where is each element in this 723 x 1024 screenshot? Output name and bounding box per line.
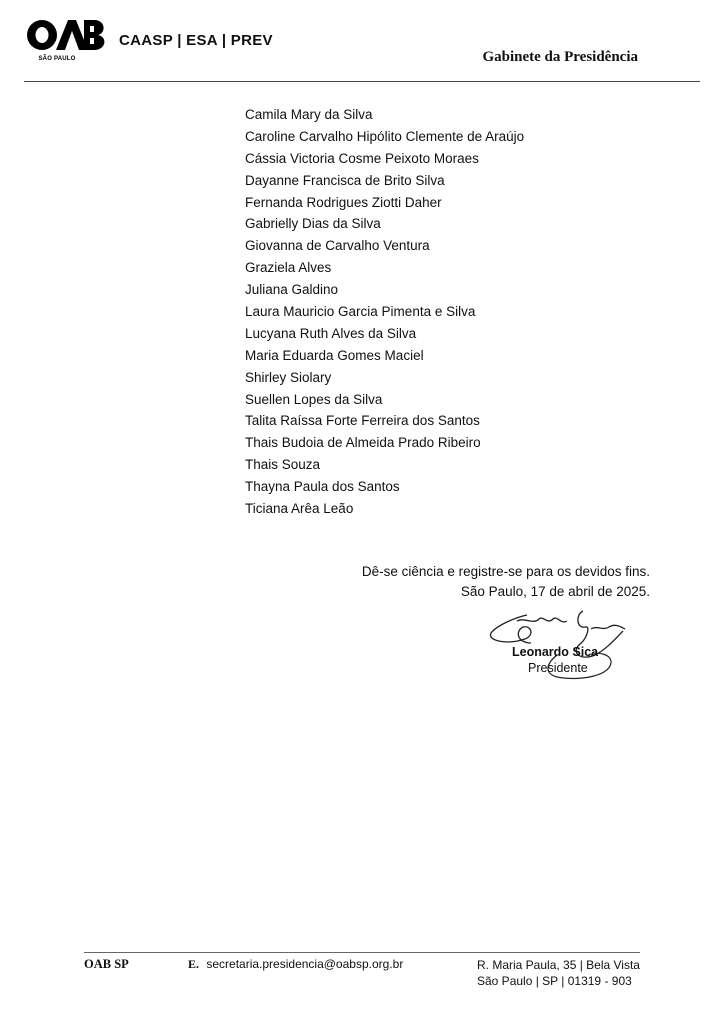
footer-org: OAB SP — [84, 957, 129, 971]
list-item: Dayanne Francisca de Brito Silva — [245, 172, 445, 188]
logo-subtext: SÃO PAULO — [38, 56, 76, 62]
signer-name: Leonardo Sica — [512, 645, 599, 659]
email-address[interactable]: secretaria.presidencia@oabsp.org.br — [206, 957, 404, 971]
place-date: São Paulo, 17 de abril de 2025. — [460, 584, 650, 599]
address-line-2: São Paulo | SP | 01319 - 903 — [477, 974, 632, 988]
email-label: E. — [188, 957, 200, 971]
list-item: Camila Mary da Silva — [245, 107, 373, 122]
closing-block — [362, 562, 650, 602]
office-title: Gabinete da Presidência — [482, 49, 638, 65]
footer-divider — [84, 952, 640, 953]
list-item: Gabrielly Dias da Silva — [245, 216, 381, 232]
list-item: Thayna Paula dos Santos — [245, 479, 400, 495]
footer-email — [188, 957, 403, 972]
oab-logo-mark — [26, 18, 106, 56]
list-item: Caroline Carvalho Hipólito Clemente de Araújo — [245, 128, 525, 144]
list-item: Ticiana Arêa Leão — [245, 501, 354, 517]
closing-statement: Dê-se ciência e registre-se para os devidos fins. — [361, 564, 650, 579]
list-item: Talita Raíssa Forte Ferreira dos Santos — [245, 413, 480, 429]
affiliates-text: CAASP | ESA | PREV — [119, 32, 273, 49]
list-item: Maria Eduarda Gomes Maciel — [245, 347, 424, 363]
list-item: Thais Budoia de Almeida Prado Ribeiro — [245, 435, 481, 451]
list-item: Juliana Galdino — [245, 282, 339, 298]
names-list — [245, 104, 524, 520]
footer-address — [477, 957, 640, 989]
list-item: Lucyana Ruth Alves da Silva — [245, 325, 417, 341]
header-divider — [24, 81, 700, 82]
list-item: Graziela Alves — [245, 260, 332, 276]
list-item: Giovanna de Carvalho Ventura — [245, 238, 430, 254]
list-item: Suellen Lopes da Silva — [245, 391, 383, 407]
list-item: Thais Souza — [245, 457, 321, 473]
list-item: Cássia Victoria Cosme Peixoto Moraes — [245, 150, 479, 166]
list-item: Laura Mauricio Garcia Pimenta e Silva — [245, 304, 476, 320]
address-line-1: R. Maria Paula, 35 | Bela Vista — [477, 958, 640, 972]
signer-title: Presidente — [528, 661, 588, 675]
list-item: Fernanda Rodrigues Ziotti Daher — [245, 194, 442, 210]
list-item: Shirley Siolary — [245, 369, 332, 385]
oab-logo — [26, 18, 106, 68]
